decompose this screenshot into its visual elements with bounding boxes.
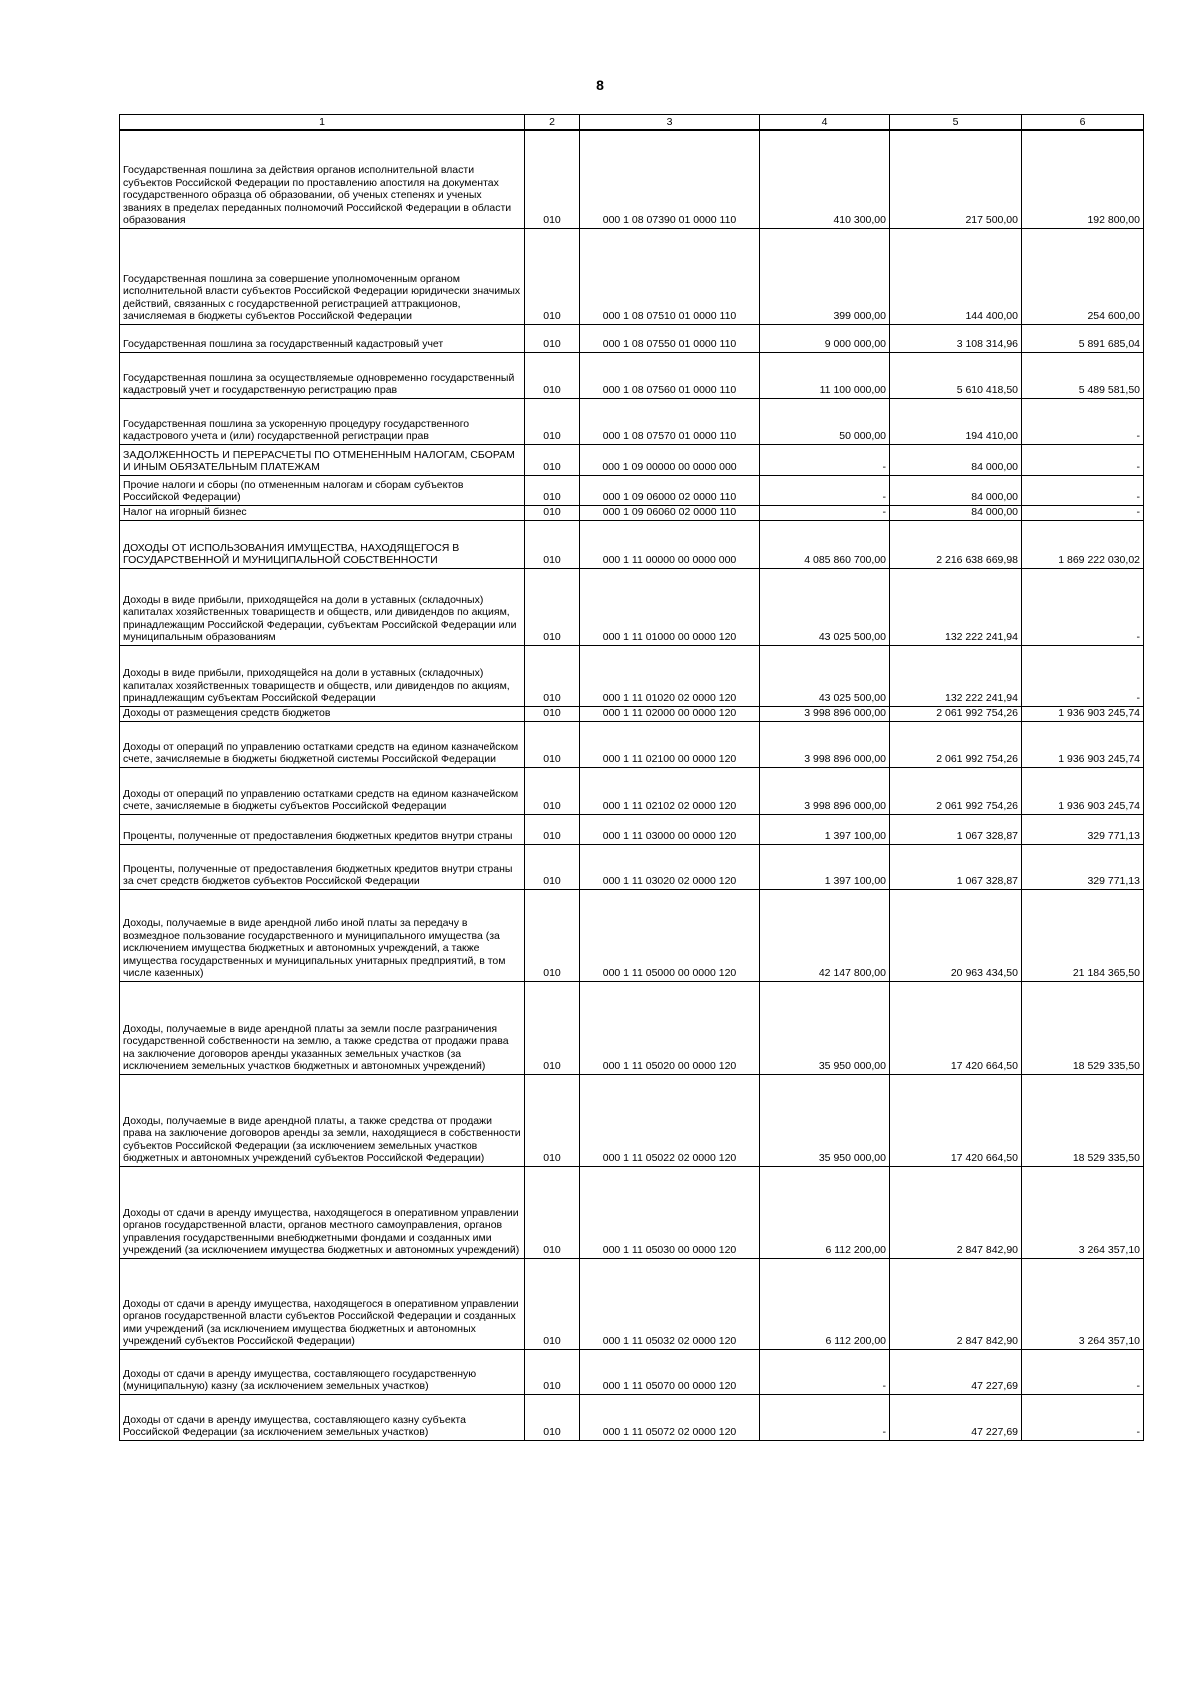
- row-executed: 2 061 992 754,26: [890, 767, 1022, 814]
- row-budget-code: 000 1 11 03020 02 0000 120: [580, 844, 760, 889]
- row-budget-code: 000 1 11 05032 02 0000 120: [580, 1258, 760, 1349]
- row-unexecuted: 1 869 222 030,02: [1022, 520, 1144, 568]
- row-executed: 1 067 328,87: [890, 844, 1022, 889]
- row-approved: 43 025 500,00: [760, 645, 890, 706]
- row-line-code: 010: [525, 352, 580, 398]
- row-unexecuted: 1 936 903 245,74: [1022, 721, 1144, 767]
- table-row: [120, 1166, 1144, 1258]
- row-line-code: 010: [525, 721, 580, 767]
- row-name: ЗАДОЛЖЕННОСТЬ И ПЕРЕРАСЧЕТЫ ПО ОТМЕНЕННЫМ НАЛОГАМ, СБОРАМ И ИНЫМ ОБЯЗАТЕЛЬНЫМ ПЛАТЕЖАМ: [120, 444, 525, 475]
- table-row: [120, 568, 1144, 645]
- row-name: Доходы, получаемые в виде арендной либо иной платы за передачу в возмездное пользование государственного и муниципального имущества (за исключением имущества бюджетных и автономных учреждений, а также имущества государственных и муниципальных унитарных предприятий, в том числе казенных): [120, 889, 525, 981]
- row-unexecuted: -: [1022, 645, 1144, 706]
- row-unexecuted: 21 184 365,50: [1022, 889, 1144, 981]
- row-executed: 2 847 842,90: [890, 1258, 1022, 1349]
- row-budget-code: 000 1 11 01020 02 0000 120: [580, 645, 760, 706]
- row-budget-code: 000 1 08 07550 01 0000 110: [580, 324, 760, 352]
- row-approved: -: [760, 475, 890, 505]
- table-row: [120, 645, 1144, 706]
- header-col-4: 4: [760, 115, 890, 131]
- row-line-code: 010: [525, 228, 580, 324]
- row-unexecuted: 5 891 685,04: [1022, 324, 1144, 352]
- row-name: Доходы от сдачи в аренду имущества, составляющего государственную (муниципальную) казну (за исключением земельных участков): [120, 1349, 525, 1394]
- table-row: [120, 444, 1144, 475]
- row-approved: 3 998 896 000,00: [760, 767, 890, 814]
- header-col-2: 2: [525, 115, 580, 131]
- row-name: Государственная пошлина за ускоренную процедуру государственного кадастрового учета и (или) государственной регистрации прав: [120, 398, 525, 444]
- row-name: Доходы от сдачи в аренду имущества, находящегося в оперативном управлении органов государственной власти, органов местного самоуправления, органов управления государственными внебюджетными фондами и созданных ими учреждений (за исключением имущества бюджетных и автономных учреждений): [120, 1166, 525, 1258]
- row-executed: 2 061 992 754,26: [890, 721, 1022, 767]
- row-approved: 399 000,00: [760, 228, 890, 324]
- row-line-code: 010: [525, 475, 580, 505]
- row-unexecuted: -: [1022, 568, 1144, 645]
- table-row: [120, 814, 1144, 844]
- row-approved: 3 998 896 000,00: [760, 706, 890, 721]
- row-unexecuted: -: [1022, 444, 1144, 475]
- row-unexecuted: -: [1022, 505, 1144, 520]
- table-row: [120, 228, 1144, 324]
- header-col-5: 5: [890, 115, 1022, 131]
- row-approved: -: [760, 1349, 890, 1394]
- row-line-code: 010: [525, 324, 580, 352]
- row-name: Доходы от сдачи в аренду имущества, находящегося в оперативном управлении органов государственной власти субъектов Российской Федерации и созданных ими учреждений (за исключением имущества бюджетных и автономных учреждений субъектов Российской Федерации): [120, 1258, 525, 1349]
- row-unexecuted: -: [1022, 1394, 1144, 1440]
- row-executed: 47 227,69: [890, 1394, 1022, 1440]
- row-line-code: 010: [525, 505, 580, 520]
- row-executed: 132 222 241,94: [890, 645, 1022, 706]
- row-line-code: 010: [525, 1074, 580, 1166]
- row-name: Государственная пошлина за действия органов исполнительной власти субъектов Российской Федерации по проставлению апостиля на документах государственного образца об образовании, об ученых степенях и ученых званиях в пределах переданных полномочий Российской Федерации в области образования: [120, 130, 525, 228]
- header-col-1: 1: [120, 115, 525, 131]
- revenue-table: [119, 114, 1144, 1441]
- table-row: [120, 475, 1144, 505]
- row-name: Проценты, полученные от предоставления бюджетных кредитов внутри страны: [120, 814, 525, 844]
- row-budget-code: 000 1 09 06060 02 0000 110: [580, 505, 760, 520]
- row-budget-code: 000 1 08 07560 01 0000 110: [580, 352, 760, 398]
- row-approved: 35 950 000,00: [760, 981, 890, 1074]
- row-line-code: 010: [525, 767, 580, 814]
- table-row: [120, 889, 1144, 981]
- row-name: Налог на игорный бизнес: [120, 505, 525, 520]
- row-budget-code: 000 1 11 05000 00 0000 120: [580, 889, 760, 981]
- row-executed: 84 000,00: [890, 444, 1022, 475]
- table-row: [120, 520, 1144, 568]
- table-row: [120, 1258, 1144, 1349]
- table-header-row: [120, 115, 1144, 131]
- row-line-code: 010: [525, 981, 580, 1074]
- row-name: Государственная пошлина за совершение уполномоченным органом исполнительной власти субъектов Российской Федерации юридически значимых действий, связанных с государственной регистрацией аттракционов, зачисляемая в бюджеты субъектов Российской Федерации: [120, 228, 525, 324]
- row-approved: 3 998 896 000,00: [760, 721, 890, 767]
- row-approved: 42 147 800,00: [760, 889, 890, 981]
- row-line-code: 010: [525, 568, 580, 645]
- row-unexecuted: 18 529 335,50: [1022, 981, 1144, 1074]
- row-approved: 6 112 200,00: [760, 1258, 890, 1349]
- table-row: [120, 324, 1144, 352]
- row-line-code: 010: [525, 706, 580, 721]
- row-line-code: 010: [525, 1166, 580, 1258]
- table-row: [120, 352, 1144, 398]
- row-executed: 2 847 842,90: [890, 1166, 1022, 1258]
- row-unexecuted: 254 600,00: [1022, 228, 1144, 324]
- row-line-code: 010: [525, 1349, 580, 1394]
- row-unexecuted: 192 800,00: [1022, 130, 1144, 228]
- row-budget-code: 000 1 09 00000 00 0000 000: [580, 444, 760, 475]
- table-row: [120, 505, 1144, 520]
- row-name: Государственная пошлина за осуществляемые одновременно государственный кадастровый учет и государственную регистрацию прав: [120, 352, 525, 398]
- row-line-code: 010: [525, 645, 580, 706]
- row-unexecuted: 5 489 581,50: [1022, 352, 1144, 398]
- row-executed: 5 610 418,50: [890, 352, 1022, 398]
- table-row: [120, 130, 1144, 228]
- row-budget-code: 000 1 11 05022 02 0000 120: [580, 1074, 760, 1166]
- row-approved: -: [760, 444, 890, 475]
- row-name: Проценты, полученные от предоставления бюджетных кредитов внутри страны за счет средств бюджетов субъектов Российской Федерации: [120, 844, 525, 889]
- row-line-code: 010: [525, 444, 580, 475]
- row-line-code: 010: [525, 814, 580, 844]
- row-executed: 217 500,00: [890, 130, 1022, 228]
- row-name: Доходы от сдачи в аренду имущества, составляющего казну субъекта Российской Федерации (за исключением земельных участков): [120, 1394, 525, 1440]
- row-executed: 144 400,00: [890, 228, 1022, 324]
- row-executed: 194 410,00: [890, 398, 1022, 444]
- table-row: [120, 981, 1144, 1074]
- row-budget-code: 000 1 11 03000 00 0000 120: [580, 814, 760, 844]
- row-unexecuted: 1 936 903 245,74: [1022, 706, 1144, 721]
- row-budget-code: 000 1 11 02000 00 0000 120: [580, 706, 760, 721]
- row-budget-code: 000 1 09 06000 02 0000 110: [580, 475, 760, 505]
- row-name: Государственная пошлина за государственный кадастровый учет: [120, 324, 525, 352]
- table-row: [120, 1349, 1144, 1394]
- row-line-code: 010: [525, 844, 580, 889]
- row-executed: 1 067 328,87: [890, 814, 1022, 844]
- row-unexecuted: 329 771,13: [1022, 814, 1144, 844]
- row-name: Доходы от операций по управлению остатками средств на едином казначейском счете, зачисляемые в бюджеты субъектов Российской Федерации: [120, 767, 525, 814]
- row-approved: 35 950 000,00: [760, 1074, 890, 1166]
- row-name: Доходы, получаемые в виде арендной платы за земли после разграничения государственной собственности на землю, а также средства от продажи права на заключение договоров аренды указанных земельных участков (за исключением земельных участков бюджетных и автономных учреждений): [120, 981, 525, 1074]
- table-row: [120, 721, 1144, 767]
- row-name: Доходы, получаемые в виде арендной платы, а также средства от продажи права на заключение договоров аренды за земли, находящиеся в собственности субъектов Российской Федерации (за исключением земельных участков бюджетных и автономных учреждений субъектов Российской Федерации): [120, 1074, 525, 1166]
- row-budget-code: 000 1 11 05072 02 0000 120: [580, 1394, 760, 1440]
- row-budget-code: 000 1 08 07390 01 0000 110: [580, 130, 760, 228]
- row-approved: 43 025 500,00: [760, 568, 890, 645]
- row-approved: 410 300,00: [760, 130, 890, 228]
- row-budget-code: 000 1 11 00000 00 0000 000: [580, 520, 760, 568]
- header-col-6: 6: [1022, 115, 1144, 131]
- row-budget-code: 000 1 08 07510 01 0000 110: [580, 228, 760, 324]
- row-unexecuted: 1 936 903 245,74: [1022, 767, 1144, 814]
- row-approved: 1 397 100,00: [760, 814, 890, 844]
- row-unexecuted: -: [1022, 475, 1144, 505]
- row-budget-code: 000 1 08 07570 01 0000 110: [580, 398, 760, 444]
- row-line-code: 010: [525, 889, 580, 981]
- row-line-code: 010: [525, 398, 580, 444]
- row-budget-code: 000 1 11 05070 00 0000 120: [580, 1349, 760, 1394]
- row-executed: 17 420 664,50: [890, 1074, 1022, 1166]
- row-executed: 2 061 992 754,26: [890, 706, 1022, 721]
- row-approved: 1 397 100,00: [760, 844, 890, 889]
- row-name: Доходы от операций по управлению остатками средств на едином казначейском счете, зачисляемые в бюджеты бюджетной системы Российской Федерации: [120, 721, 525, 767]
- row-executed: 3 108 314,96: [890, 324, 1022, 352]
- row-approved: -: [760, 505, 890, 520]
- row-name: Прочие налоги и сборы (по отмененным налогам и сборам субъектов Российской Федерации): [120, 475, 525, 505]
- row-name: Доходы от размещения средств бюджетов: [120, 706, 525, 721]
- row-approved: 4 085 860 700,00: [760, 520, 890, 568]
- row-executed: 84 000,00: [890, 475, 1022, 505]
- row-line-code: 010: [525, 1258, 580, 1349]
- row-budget-code: 000 1 11 05030 00 0000 120: [580, 1166, 760, 1258]
- row-budget-code: 000 1 11 01000 00 0000 120: [580, 568, 760, 645]
- row-unexecuted: 329 771,13: [1022, 844, 1144, 889]
- table-row: [120, 706, 1144, 721]
- table-row: [120, 844, 1144, 889]
- row-executed: 84 000,00: [890, 505, 1022, 520]
- row-budget-code: 000 1 11 05020 00 0000 120: [580, 981, 760, 1074]
- row-line-code: 010: [525, 520, 580, 568]
- row-unexecuted: 18 529 335,50: [1022, 1074, 1144, 1166]
- row-name: ДОХОДЫ ОТ ИСПОЛЬЗОВАНИЯ ИМУЩЕСТВА, НАХОДЯЩЕГОСЯ В ГОСУДАРСТВЕННОЙ И МУНИЦИПАЛЬНОЙ СОБСТВЕННОСТИ: [120, 520, 525, 568]
- row-approved: 6 112 200,00: [760, 1166, 890, 1258]
- row-line-code: 010: [525, 1394, 580, 1440]
- table-row: [120, 1394, 1144, 1440]
- header-col-3: 3: [580, 115, 760, 131]
- row-unexecuted: -: [1022, 1349, 1144, 1394]
- row-approved: -: [760, 1394, 890, 1440]
- table-row: [120, 1074, 1144, 1166]
- page-number: 8: [596, 77, 604, 93]
- row-name: Доходы в виде прибыли, приходящейся на доли в уставных (складочных) капиталах хозяйственных товариществ и обществ, или дивидендов по акциям, принадлежащим субъектам Российской Федерации: [120, 645, 525, 706]
- row-executed: 132 222 241,94: [890, 568, 1022, 645]
- row-name: Доходы в виде прибыли, приходящейся на доли в уставных (складочных) капиталах хозяйственных товариществ и обществ, или дивидендов по акциям, принадлежащим Российской Федерации, субъектам Российской Федерации или муниципальным образованиям: [120, 568, 525, 645]
- row-executed: 17 420 664,50: [890, 981, 1022, 1074]
- row-budget-code: 000 1 11 02102 02 0000 120: [580, 767, 760, 814]
- row-budget-code: 000 1 11 02100 00 0000 120: [580, 721, 760, 767]
- row-executed: 2 216 638 669,98: [890, 520, 1022, 568]
- row-unexecuted: -: [1022, 398, 1144, 444]
- table-row: [120, 767, 1144, 814]
- row-unexecuted: 3 264 357,10: [1022, 1258, 1144, 1349]
- row-approved: 9 000 000,00: [760, 324, 890, 352]
- table-row: [120, 398, 1144, 444]
- row-approved: 11 100 000,00: [760, 352, 890, 398]
- row-line-code: 010: [525, 130, 580, 228]
- row-executed: 47 227,69: [890, 1349, 1022, 1394]
- row-approved: 50 000,00: [760, 398, 890, 444]
- row-unexecuted: 3 264 357,10: [1022, 1166, 1144, 1258]
- row-executed: 20 963 434,50: [890, 889, 1022, 981]
